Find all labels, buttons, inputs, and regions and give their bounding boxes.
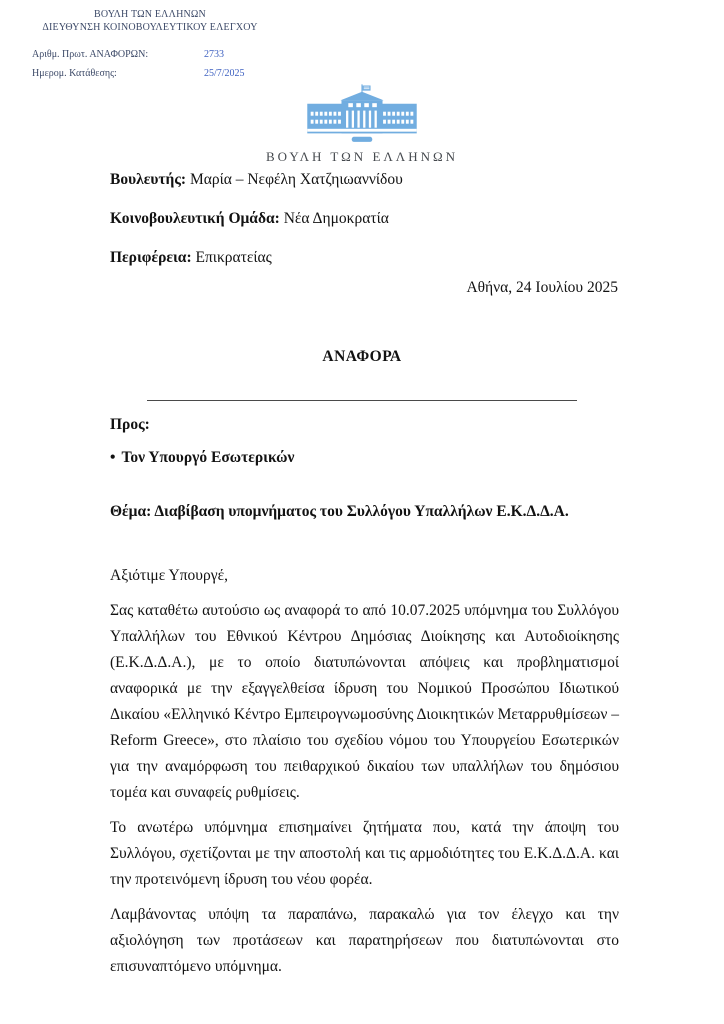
subject-label: Θέμα: [110,503,152,520]
parliament-logo [0,84,724,165]
body-paragraph: Το ανωτέρω υπόμνημα επισημαίνει ζητήματα που, κατά την άποψη του Συλλόγου, σχετίζονται με την αποστολή και τις αρμοδιότητες του Ε.Κ.Δ.Δ.Α. και την προτεινόμενη ίδρυση του νέου φορέα. [110,819,619,888]
body-paragraph: Λαμβάνοντας υπόψη τα παραπάνω, παρακαλώ για τον έλεγχο και την αξιολόγηση των προτάσεων και παρατηρήσεων που διατυπώνονται στο επισυναπτόμενο υπόμνημα. [110,906,619,975]
organisation-header [22,8,278,34]
subject-text: Διαβίβαση υπομνήματος του Συλλόγου Υπαλλήλων Ε.Κ.Δ.Δ.Α. [154,503,569,520]
title-divider [147,400,577,401]
protocol-block [32,49,332,87]
group-value: Νέα Δημοκρατία [283,210,389,227]
filing-date-label: Ημερομ. Κατάθεσης: [32,68,117,79]
org-name: ΒΟΥΛΗ ΤΩΝ ΕΛΛΗΝΩΝ [94,9,206,20]
parliament-building-icon [305,84,419,144]
protocol-row [32,49,332,60]
org-directorate: ΔΙΕΥΘΥΝΣΗ ΚΟΙΝΟΒΟΥΛΕΥΤΙΚΟΥ ΕΛΕΓΧΟΥ [42,22,258,33]
region-label: Περιφέρεια: [110,249,192,266]
letter-body [110,563,619,989]
document-title: ΑΝΑΦΟΡΑ [322,348,402,365]
group-label: Κοινοβουλευτική Ομάδα: [110,210,280,227]
salutation: Αξιότιμε Υπουργέ, [110,567,228,584]
recipient-name: Τον Υπουργό Εσωτερικών [121,449,295,466]
member-label: Βουλευτής: [110,171,187,188]
protocol-value: 2733 [204,49,224,60]
place-date: Αθήνα, 24 Ιουλίου 2025 [466,279,618,296]
filing-date-value: 25/7/2025 [204,68,245,79]
recipient-line [110,449,294,467]
to-label: Προς: [110,416,150,433]
filing-date-row [32,68,332,79]
region-value: Επικρατείας [195,249,272,266]
subject-line [110,503,618,521]
bullet-icon: • [110,449,116,466]
logo-caption: ΒΟΥΛΗ ΤΩΝ ΕΛΛΗΝΩΝ [265,149,459,164]
member-row [110,171,618,189]
body-paragraph: Σας καταθέτω αυτούσιο ως αναφορά το από 10.07.2025 υπόμνημα του Συλλόγου Υπαλλήλων του Εθνικού Κέντρου Δημόσιας Διοίκησης και Αυτοδιοίκησης (Ε.Κ.Δ.Δ.Α.), με το οποίο διατυπώνονται απόψεις και προβληματισμοί αναφορικά με την εξαγγελθείσα ίδρυση του Νομικού Προσώπου Ιδιωτικού Δικαίου «Ελληνικό Κέντρο Εμπειρογνωμοσύνης Διοικητικών Μεταρρυθμίσεων – Reform Greece», στο πλαίσιο του σχεδίου νόμου του Υπουργείου Εσωτερικών για την αναμόρφωση του πειθαρχικού δικαίου των υπαλλήλων του δημόσιου τομέα και συναφείς ρυθμίσεις. [110,602,619,801]
group-row [110,210,618,228]
member-info [110,171,618,288]
region-row [110,249,618,267]
protocol-label: Αριθμ. Πρωτ. ΑΝΑΦΟΡΩΝ: [32,49,149,60]
member-value: Μαρία – Νεφέλη Χατζηιωαννίδου [189,171,403,188]
